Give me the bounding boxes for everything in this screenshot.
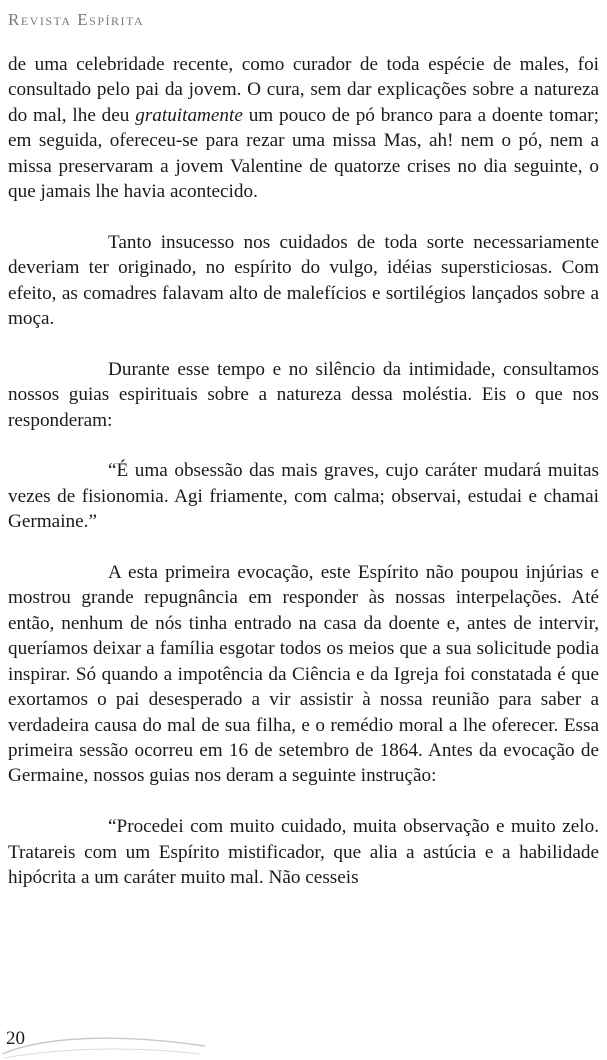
- paragraph-6-quote: “Procedei com muito cuidado, muita observação e muito zelo. Tratareis com um Espírito mistificador, que alia a astúcia e a habilidade hipócrita a um caráter muito mal. Não cesseis: [8, 816, 599, 888]
- page-number: 20: [6, 1028, 25, 1049]
- paragraph-5: A esta primeira evocação, este Espírito não poupou injúrias e mostrou grande repugnância em responder às nossas interpelações. Até então, nenhum de nós tinha entrado na casa da doente e, antes de intervir, queríamos deixar a família esgotar todos os meios que a sua solicitude podia inspirar. Só quando a impotência da Ciência e da Igreja foi constatada é que exortamos o pai desesperado a vir assistir à nossa reunião para saber a verdadeira causa do mal de sua filha, e o remédio moral a lhe oferecer. Essa primeira sessão ocorreu em 16 de setembro de 1864. Antes da evocação de Germaine, nossos guias nos deram a seguinte instrução:: [8, 562, 599, 787]
- running-header: Revista Espírita: [8, 10, 145, 29]
- decorative-swoosh: [0, 1024, 210, 1060]
- paragraph-1-before: de uma celebridade recente, como curador de toda espécie de males, foi consultado pelo pai da jovem. O cura, sem dar explicações sobre a natureza do mal, lhe deu: [8, 54, 599, 126]
- paragraph-1-emphasis: gratuitamente: [135, 104, 243, 126]
- paragraph-1: [8, 52, 599, 204]
- paragraph-1-after: um pouco de pó branco para a doente tomar; em seguida, ofereceu-se para rezar uma missa Mas, ah! nem o pó, nem a missa preservaram a jovem Valentine de quatorze crises no dia seguinte, o que jamais lhe havia acontecido.: [8, 104, 599, 203]
- page-body: [8, 52, 599, 890]
- paragraph-2: Tanto insucesso nos cuidados de toda sorte necessariamente deveriam ter originado, no espírito do vulgo, idéias supersticiosas. Com efeito, as comadres falavam alto de malefícios e sortilégios lançados sobre a moça.: [8, 231, 599, 330]
- paragraph-4-quote: “É uma obsessão das mais graves, cujo caráter mudará muitas vezes de fisionomia. Agi friamente, com calma; observai, estudai e chamai Germaine.”: [8, 460, 599, 533]
- paragraph-3: Durante esse tempo e no silêncio da intimidade, consultamos nossos guias espirituais sobre a natureza dessa moléstia. Eis o que nos responderam:: [8, 358, 599, 431]
